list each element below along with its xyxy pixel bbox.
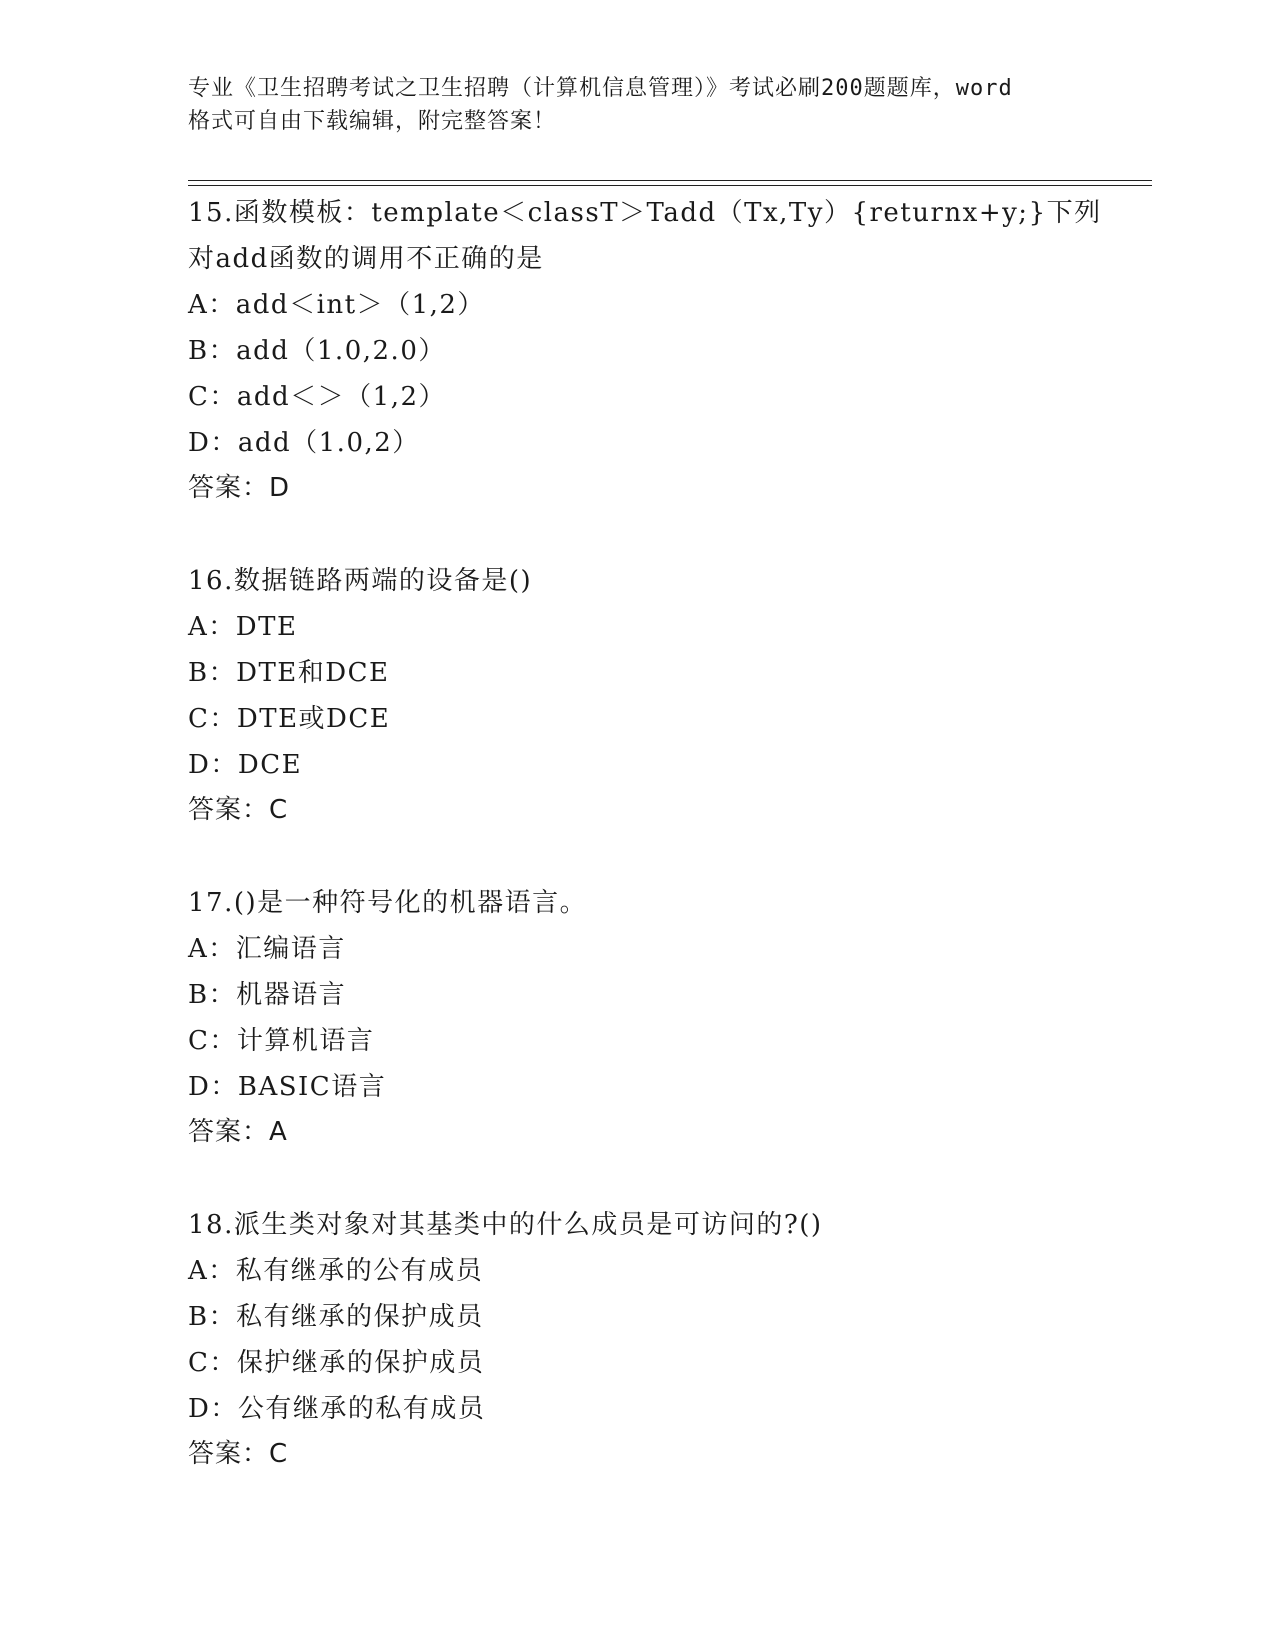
- answer-line: 答案：C: [188, 795, 289, 825]
- option-a: A：私有继承的公有成员: [188, 1256, 484, 1286]
- header-line-1: 专业《卫生招聘考试之卫生招聘（计算机信息管理）》考试必刷200题题库，word: [188, 76, 1013, 101]
- header-line-2: 格式可自由下载编辑，附完整答案！: [188, 109, 557, 134]
- option-d: D：DCE: [188, 750, 303, 780]
- option-a: A：add＜int＞（1,2）: [188, 290, 485, 320]
- option-b: B：DTE和DCE: [188, 658, 390, 688]
- option-b: B：私有继承的保护成员: [188, 1302, 484, 1332]
- question-16: [188, 558, 1088, 832]
- answer-line: 答案：C: [188, 1439, 289, 1469]
- option-b: B：机器语言: [188, 980, 347, 1010]
- answer-line: 答案：A: [188, 1117, 288, 1147]
- option-d: D：公有继承的私有成员: [188, 1394, 486, 1424]
- option-c: C：计算机语言: [188, 1026, 375, 1056]
- option-c: C：保护继承的保护成员: [188, 1348, 485, 1378]
- option-c: C：DTE或DCE: [188, 704, 391, 734]
- option-d: D：BASIC语言: [188, 1072, 387, 1102]
- header-divider-bottom: [188, 185, 1152, 186]
- question-15: [188, 190, 1102, 510]
- option-a: A：DTE: [188, 612, 298, 642]
- question-stem-continued: 对add函数的调用不正确的是: [188, 244, 544, 274]
- question-17: [188, 880, 1088, 1154]
- question-stem: 18.派生类对象对其基类中的什么成员是可访问的?(): [188, 1210, 823, 1240]
- question-list: [188, 190, 1102, 1524]
- question-stem: 17.()是一种符号化的机器语言。: [188, 888, 588, 918]
- option-d: D：add（1.0,2）: [188, 428, 420, 458]
- option-b: B：add（1.0,2.0）: [188, 336, 446, 366]
- document-header: [188, 72, 1088, 138]
- question-18: [188, 1202, 1088, 1476]
- option-a: A：汇编语言: [188, 934, 346, 964]
- header-divider-top: [188, 180, 1152, 181]
- option-c: C：add＜＞（1,2）: [188, 382, 447, 412]
- question-stem: 16.数据链路两端的设备是(): [188, 566, 533, 596]
- answer-line: 答案：D: [188, 473, 291, 503]
- question-stem: 15.函数模板：template＜classT＞Tadd（Tx,Ty）{returnx+y;}下列: [188, 198, 1102, 228]
